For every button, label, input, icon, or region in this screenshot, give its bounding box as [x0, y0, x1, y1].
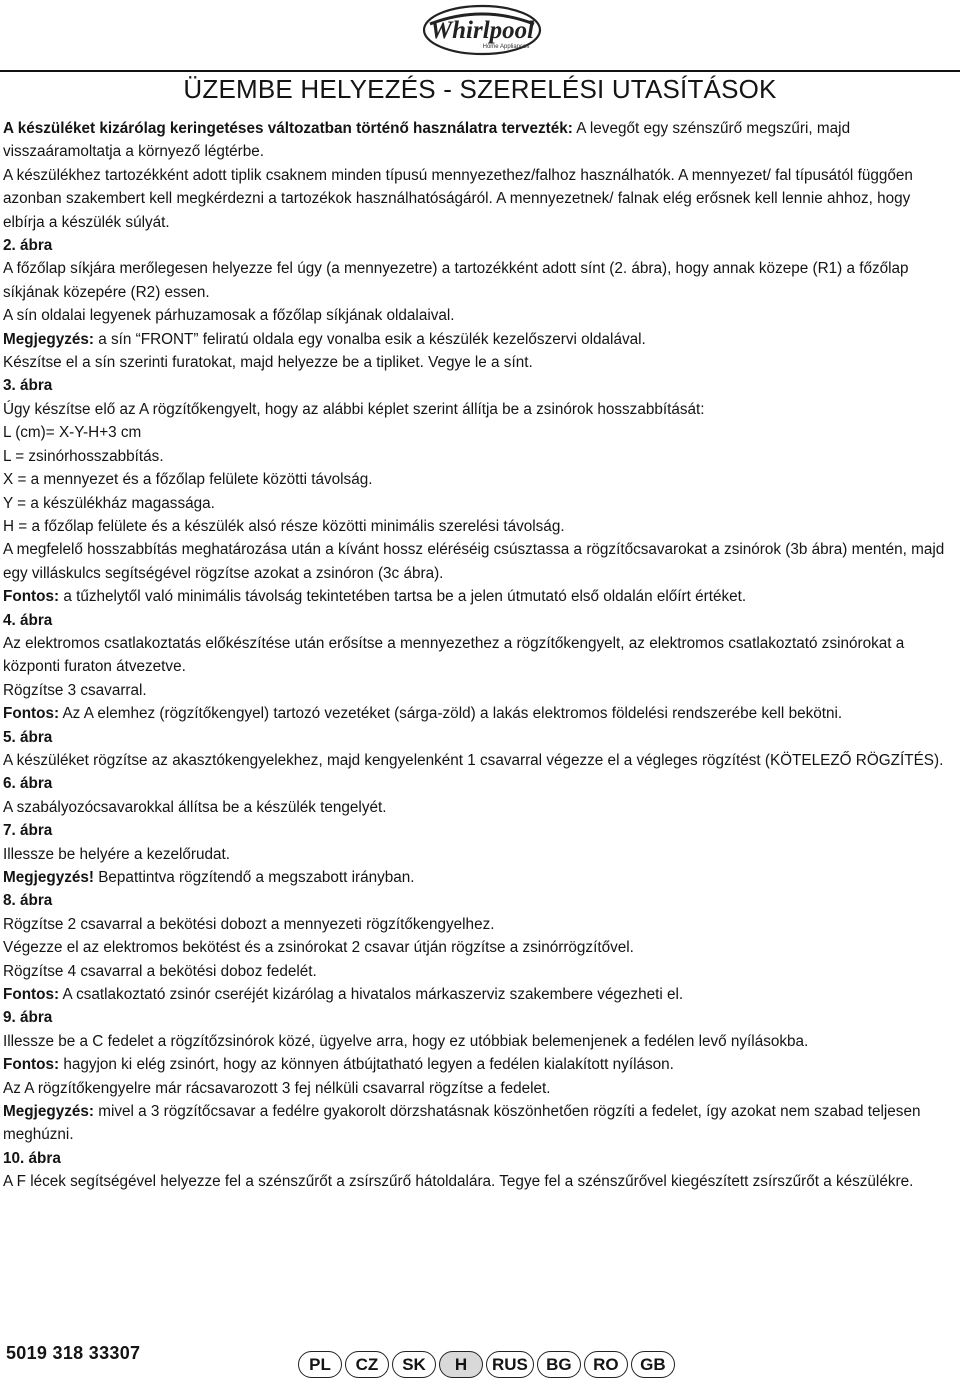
section-heading	[3, 1147, 955, 1170]
bold-lead: Megjegyzés:	[3, 1103, 94, 1121]
paragraph	[3, 515, 955, 538]
paragraph-text: Illessze be helyére a kezelőrudat.	[3, 845, 231, 863]
paragraph	[3, 421, 955, 444]
paragraph-text: Illessze be a C fedelet a rögzítőzsinórok közé, ügyelve arra, hogy ez utóbbiak belemenjenek a fedélen levő nyílásokba.	[3, 1032, 809, 1050]
paragraph-text: Y = a készülékház magassága.	[3, 494, 215, 512]
bold-lead: A készüléket kizárólag keringetéses változatban történő használatra tervezték:	[3, 120, 573, 137]
paragraph-text: Bepattintva rögzítendő a megszabott irányban.	[93, 869, 415, 886]
paragraph-text: Rögzítse 2 csavarral a bekötési dobozt a mennyezeti rögzítőkengyelhez.	[3, 915, 495, 933]
paragraph	[3, 398, 955, 421]
paragraph-text: A szabályozócsavarokkal állítsa be a készülék tengelyét.	[3, 798, 387, 816]
bold-lead: 2. ábra	[3, 237, 53, 255]
paragraph	[3, 1170, 955, 1193]
paragraph-text: a tűzhelytől való minimális távolság tekintetében tartsa be a jelen útmutató első oldalán előírt értéket.	[59, 588, 747, 606]
paragraph	[3, 983, 955, 1006]
paragraph-text: H = a főzőlap felülete és a készülék alsó része közötti minimális szerelési távolság.	[3, 517, 565, 535]
bold-lead: 7. ábra	[3, 822, 53, 840]
paragraph-text: A készülékhez tartozékként adott tiplik csaknem minden típusú mennyezethez/falhoz használhatók. A mennyezet/ fal típusától függően azonban szakembert kell megkérdezni a tartozékok használhatóságáról. A mennyezetnek/ falnak elég erősnek kell lennie ahhoz, hogy elbírja a készülék súlyát.	[3, 166, 913, 231]
section-heading	[3, 1006, 955, 1029]
language-badge-pl: PL	[298, 1351, 342, 1378]
brand-wordmark: Whirlpool	[429, 17, 535, 44]
paragraph	[3, 257, 955, 304]
section-heading	[3, 234, 955, 257]
paragraph-text: X = a mennyezet és a főzőlap felülete közötti távolság.	[3, 471, 373, 489]
bold-lead: 3. ábra	[3, 377, 53, 395]
language-badge-gb: GB	[631, 1351, 675, 1378]
paragraph	[3, 913, 955, 936]
paragraph	[3, 538, 955, 585]
instructions-body	[3, 117, 955, 1194]
product-code: 5019 318 33307	[6, 1343, 141, 1363]
bold-lead: 9. ábra	[3, 1009, 53, 1027]
paragraph	[3, 1053, 955, 1076]
paragraph	[3, 632, 955, 679]
paragraph-text: Az A elemhez (rögzítőkengyel) tartozó vezetéket (sárga-zöld) a lakás elektromos földelési rendszerébe kell bekötni.	[59, 705, 843, 723]
paragraph	[3, 164, 955, 234]
paragraph	[3, 117, 955, 164]
bold-lead: Fontos:	[3, 705, 60, 723]
paragraph-text: Úgy készítse elő az A rögzítőkengyelt, hogy az alábbi képlet szerint állítja be a zsinórok hosszabbítását:	[3, 400, 705, 418]
bold-lead: Megjegyzés!	[3, 869, 94, 886]
language-badge-bg: BG	[537, 1351, 581, 1378]
paragraph	[3, 866, 955, 889]
paragraph	[3, 1077, 955, 1100]
paragraph-text: L = zsinórhosszabbítás.	[3, 447, 164, 465]
bold-lead: Megjegyzés:	[3, 330, 94, 348]
section-heading	[3, 726, 955, 749]
paragraph-text: Készítse el a sín szerinti furatokat, majd helyezze be a tipliket. Vegye le a sínt.	[3, 354, 533, 372]
paragraph-text: Az elektromos csatlakoztatás előkészítése után erősítse a mennyezethez a rögzítőkengyelt, az elektromos csatlakoztató zsinórokat a központi furaton átvezetve.	[3, 634, 905, 676]
language-badge-h: H	[439, 1351, 483, 1378]
paragraph-text: A levegőt egy szénszűrő megszűri, majd visszaáramoltatja a környező légtérbe.	[3, 120, 851, 161]
header-rule	[0, 70, 960, 72]
paragraph	[3, 445, 955, 468]
bold-lead: Fontos:	[3, 986, 60, 1004]
bold-lead: 10. ábra	[3, 1149, 61, 1167]
paragraph-text: A F lécek segítségével helyezze fel a szénszűrőt a zsírszűrő hátoldalára. Tegye fel a szénszűrővel kiegészített zsírszűrőt a készülékre.	[3, 1173, 914, 1191]
page-title: ÜZEMBE HELYEZÉS - SZERELÉSI UTASÍTÁSOK	[183, 74, 777, 104]
section-heading	[3, 609, 955, 632]
paragraph-text: Végezze el az elektromos bekötést és a zsinórokat 2 csavar útján rögzítse a zsinórrögzítővel.	[3, 939, 634, 957]
language-badge-cz: CZ	[345, 1351, 389, 1378]
paragraph	[3, 304, 955, 327]
bold-lead: 5. ábra	[3, 728, 53, 746]
paragraph	[3, 936, 955, 959]
bold-lead: Fontos:	[3, 588, 60, 606]
section-heading	[3, 772, 955, 795]
paragraph	[3, 351, 955, 374]
paragraph-text: A főzőlap síkjára merőlegesen helyezze fel úgy (a mennyezetre) a tartozékként adott sínt (2. ábra), hogy annak közepe (R1) a főzőlap síkjának közepére (R2) essen.	[3, 260, 909, 301]
paragraph-text: hagyjon ki elég zsinórt, hogy az könnyen átbújtatható legyen a fedélen kialakított nyíláson.	[59, 1056, 674, 1074]
paragraph-text: Az A rögzítőkengyelre már rácsavarozott 3 fej nélküli csavarral rögzítse a fedelet.	[3, 1079, 551, 1097]
bold-lead: 4. ábra	[3, 611, 53, 629]
bold-lead: 8. ábra	[3, 892, 53, 910]
paragraph-text: L (cm)= X-Y-H+3 cm	[3, 424, 142, 442]
paragraph	[3, 1100, 955, 1147]
section-heading	[3, 374, 955, 397]
language-badge-ro: RO	[584, 1351, 628, 1378]
paragraph	[3, 679, 955, 702]
language-badge-sk: SK	[392, 1351, 436, 1378]
paragraph-text: a sín “FRONT” feliratú oldala egy vonalba esik a készülék kezelőszervi oldalával.	[93, 330, 646, 348]
paragraph-text: A sín oldalai legyenek párhuzamosak a főzőlap síkjának oldalaival.	[3, 307, 455, 325]
paragraph-text: A csatlakoztató zsinór cseréjét kizárólag a hivatalos márkaszerviz szakembere végezheti el.	[59, 986, 684, 1004]
brand-tagline: Home Appliances	[482, 44, 530, 50]
paragraph-text: A megfelelő hosszabbítás meghatározása után a kívánt hossz eléréséig csúsztassa a rögzítőcsavarokat a zsinórok (3b ábra) mentén, majd egy villáskulcs segítségével rögzítse azokat a zsinóron (3c ábra).	[3, 541, 945, 582]
whirlpool-logo	[420, 2, 544, 58]
paragraph	[3, 1030, 955, 1053]
paragraph	[3, 702, 955, 725]
bold-lead: 6. ábra	[3, 775, 53, 793]
paragraph	[3, 796, 955, 819]
paragraph-text: mivel a 3 rögzítőcsavar a fedélre gyakorolt dörzshatásnak köszönhetően rögzíti a fedelet, így azokat nem szabad teljesen meghúzni.	[3, 1103, 921, 1144]
language-list	[298, 1351, 675, 1378]
paragraph-text: Rögzítse 3 csavarral.	[3, 681, 147, 699]
paragraph-text: Rögzítse 4 csavarral a bekötési doboz fedelét.	[3, 962, 317, 980]
section-heading	[3, 889, 955, 912]
language-badge-rus: RUS	[486, 1351, 534, 1378]
paragraph	[3, 492, 955, 515]
section-heading	[3, 819, 955, 842]
bold-lead: Fontos:	[3, 1056, 60, 1074]
paragraph	[3, 328, 955, 351]
paragraph	[3, 960, 955, 983]
paragraph-text: A készüléket rögzítse az akasztókengyelekhez, majd kengyelenként 1 csavarral végezze el a végleges rögzítést (KÖTELEZŐ RÖGZÍTÉS).	[3, 751, 944, 769]
paragraph	[3, 585, 955, 608]
paragraph	[3, 843, 955, 866]
paragraph	[3, 749, 955, 772]
paragraph	[3, 468, 955, 491]
